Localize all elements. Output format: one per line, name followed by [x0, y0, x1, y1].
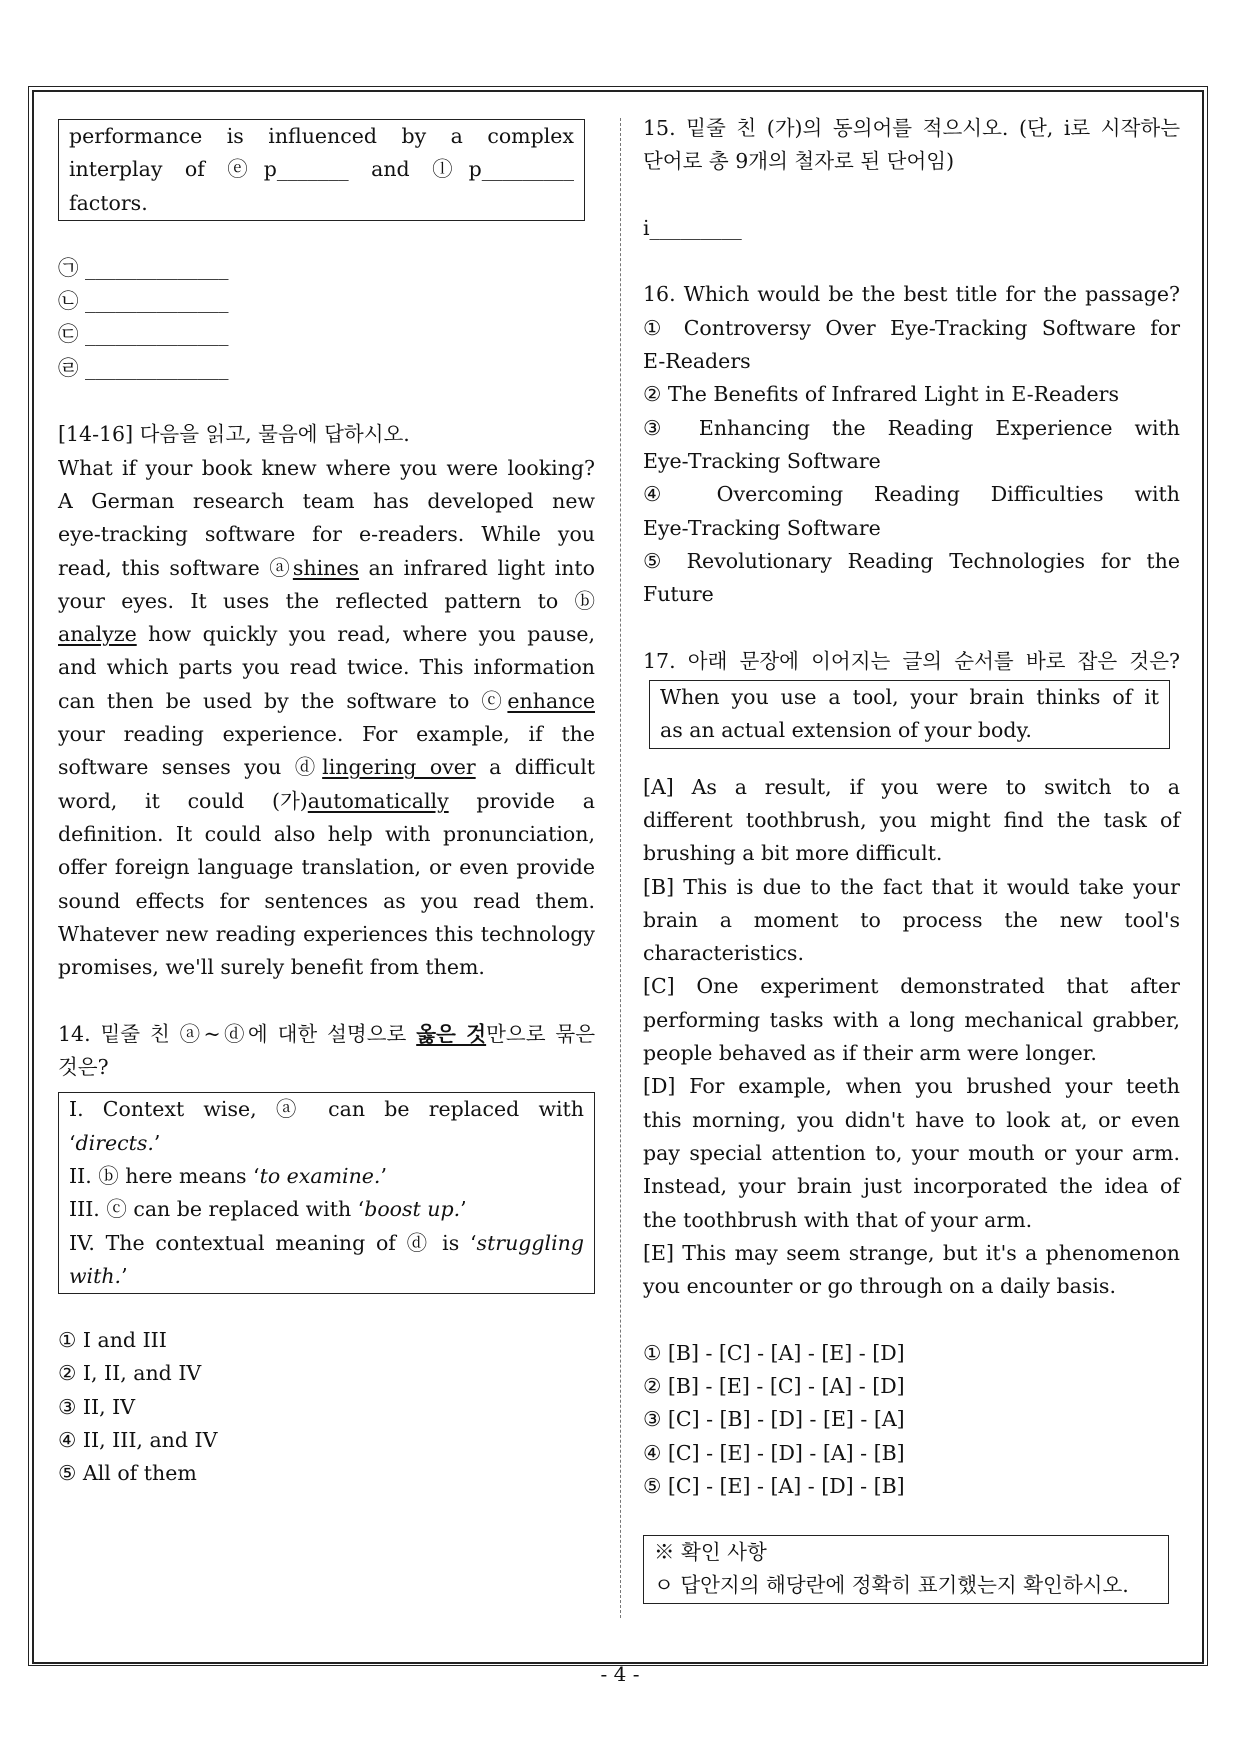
q16-option-4: ④ Overcoming Reading Difficulties with [643, 482, 1180, 507]
q14-stem: 14. 밑줄 친 ⓐ~ⓓ에 대한 설명으로 옳은 것만으로 묶은 [58, 1021, 596, 1046]
q13-answer-3: ㉢ ______________ [58, 322, 229, 347]
left-column [58, 119, 595, 1491]
q17-paragraph-e: you encounter or go through on a daily basis. [643, 1274, 1116, 1299]
q13-box-line: performance is influenced by a complex [69, 124, 574, 148]
passage-line: promises, we'll surely benefit from them. [58, 955, 485, 980]
passage-line: analyze how quickly you read, where you pause, [58, 622, 595, 647]
q17-given-line: as an actual extension of your body. [660, 718, 1032, 743]
q17-paragraph-a: brushing a bit more difficult. [643, 841, 943, 866]
q17-option-3: ③ [C] - [B] - [D] - [E] - [A] [643, 1407, 905, 1432]
q13-box [58, 119, 585, 221]
passage-line: your eyes. It uses the reflected pattern to ⓑ [58, 588, 595, 613]
q17-option-2: ② [B] - [E] - [C] - [A] - [D] [643, 1373, 905, 1398]
q15-stem: 15. 밑줄 친 (가)의 동의어를 적으시오. (단, i로 시작하는 [643, 116, 1180, 140]
passage-line: Whatever new reading experiences this technology [58, 921, 595, 946]
emphasis-correct: 옳은 것 [416, 1021, 487, 1046]
passage-line: your reading experience. For example, if the [58, 722, 595, 747]
passage-line: offer foreign language translation, or even provide [58, 855, 595, 880]
q14-option-5: ⑤ All of them [58, 1461, 197, 1486]
q16-option-5: ⑤ Revolutionary Reading Technologies for the [643, 548, 1180, 573]
q17-paragraph-c: people behaved as if their arm were longer. [643, 1041, 1097, 1066]
q13-box-line: factors. [69, 190, 148, 215]
q14-box [58, 1092, 595, 1294]
passage-line: and which parts you read twice. This information [58, 655, 595, 680]
q14-statement-3: III. ⓒ can be replaced with ‘boost up.’ [69, 1197, 467, 1222]
column-divider [620, 118, 621, 1618]
passage-line: software senses you ⓓlingering over a difficult [58, 755, 595, 780]
q14-statement-1: I. Context wise, ⓐ can be replaced with [69, 1097, 584, 1122]
q17-paragraph-e: [E] This may seem strange, but it's a phenomenon [643, 1240, 1180, 1265]
q17-paragraph-c: performing tasks with a long mechanical grabber, [643, 1007, 1180, 1032]
q16-option-3-cont: Eye-Tracking Software [643, 448, 881, 473]
passage-line: What if your book knew where you were looking? [58, 455, 595, 480]
underline-lingering-over: lingering over [322, 755, 476, 780]
right-column [643, 112, 1180, 1604]
q14-option-4: ④ II, III, and IV [58, 1427, 218, 1452]
q16-option-2: ② The Benefits of Infrared Light in E-Readers [643, 382, 1119, 407]
notice-title: ※ 확인 사항 [654, 1540, 767, 1565]
q15-answer-blank: i_________ [643, 215, 742, 240]
q17-paragraph-d: pay special attention to, your mouth or your arm. [643, 1140, 1180, 1165]
q16-stem: 16. Which would be the best title for the passage? [643, 282, 1180, 307]
q17-paragraph-b: characteristics. [643, 941, 804, 966]
q17-option-4: ④ [C] - [E] - [D] - [A] - [B] [643, 1440, 905, 1465]
notice-box [643, 1535, 1169, 1604]
q16-option-4-cont: Eye-Tracking Software [643, 515, 881, 540]
passage-line: sound effects for sentences as you read them. [58, 888, 595, 913]
q14-statement-1-cont: ‘directs.’ [69, 1130, 161, 1155]
underline-enhance: enhance [507, 688, 595, 713]
q13-answer-1: ㉠ ______________ [58, 255, 229, 280]
q17-paragraph-b: [B] This is due to the fact that it would take your [643, 874, 1180, 899]
q17-option-1: ① [B] - [C] - [A] - [E] - [D] [643, 1340, 905, 1365]
q17-given-box [649, 680, 1170, 749]
passage-line: read, this software ⓐshines an infrared light into [58, 555, 595, 580]
q14-option-1: ① I and III [58, 1328, 167, 1353]
passage [58, 452, 595, 985]
q17-paragraph-c: [C] One experiment demonstrated that after [643, 974, 1180, 999]
q16-option-1: ① Controversy Over Eye-Tracking Software for [643, 315, 1180, 340]
q14-option-3: ③ II, IV [58, 1394, 136, 1419]
q17-paragraph-a: different toothbrush, you might find the task of [643, 807, 1180, 832]
q17-paragraph-d: the toothbrush with that of your arm. [643, 1207, 1033, 1232]
passage-line: definition. It could also help with pronunciation, [58, 821, 595, 846]
passage-header: [14-16] 다음을 읽고, 물음에 답하시오. [58, 422, 410, 447]
q17-stem: 17. 아래 문장에 이어지는 글의 순서를 바로 잡은 것은? [643, 648, 1180, 673]
underline-automatically: automatically [307, 788, 449, 813]
q17-paragraphs [643, 771, 1180, 1304]
passage-line: word, it could (가)automatically provide a [58, 788, 595, 813]
q13-answer-2: ㉡ ______________ [58, 289, 229, 314]
underline-shines: shines [292, 555, 359, 580]
q17-paragraph-d: [D] For example, when you brushed your teeth [643, 1074, 1180, 1099]
q13-box-line: interplay of ⓔp_______ and ⓛp_________ [69, 157, 574, 182]
q15-stem-line2: 단어로 총 9개의 철자로 된 단어임) [643, 149, 955, 174]
passage-line: A German research team has developed new [58, 488, 595, 513]
page-number: - 4 - [600, 1662, 640, 1686]
q14-statement-4: IV. The contextual meaning of ⓓ is ‘struggling [69, 1230, 584, 1255]
notice-line: ㅇ 답안지의 해당란에 정확히 표기했는지 확인하시오. [654, 1573, 1129, 1598]
q16-option-3: ③ Enhancing the Reading Experience with [643, 415, 1180, 440]
q17-paragraph-a: [A] As a result, if you were to switch to a [643, 774, 1180, 799]
q17-paragraph-d: Instead, your brain just incorporated the idea of [643, 1174, 1180, 1199]
passage-line: can then be used by the software to ⓒenhance [58, 688, 595, 713]
q14-statement-4-cont: with.’ [69, 1263, 128, 1288]
q14-option-2: ② I, II, and IV [58, 1361, 202, 1386]
q17-given-line: When you use a tool, your brain thinks of it [660, 685, 1159, 710]
q17-paragraph-b: brain a moment to process the new tool's [643, 907, 1180, 932]
q17-option-5: ⑤ [C] - [E] - [A] - [D] - [B] [643, 1473, 905, 1498]
q16-option-5-cont: Future [643, 582, 714, 607]
passage-line: eye-tracking software for e-readers. While you [58, 522, 595, 547]
underline-analyze: analyze [58, 622, 137, 647]
q14-stem-line2: 것은? [58, 1055, 109, 1080]
q17-paragraph-d: this morning, you didn't have to look at, or even [643, 1107, 1180, 1132]
q13-answer-4: ㉣ ______________ [58, 355, 229, 380]
q14-statement-2: II. ⓑ here means ‘to examine.’ [69, 1163, 387, 1188]
q16-option-1-cont: E-Readers [643, 349, 751, 374]
